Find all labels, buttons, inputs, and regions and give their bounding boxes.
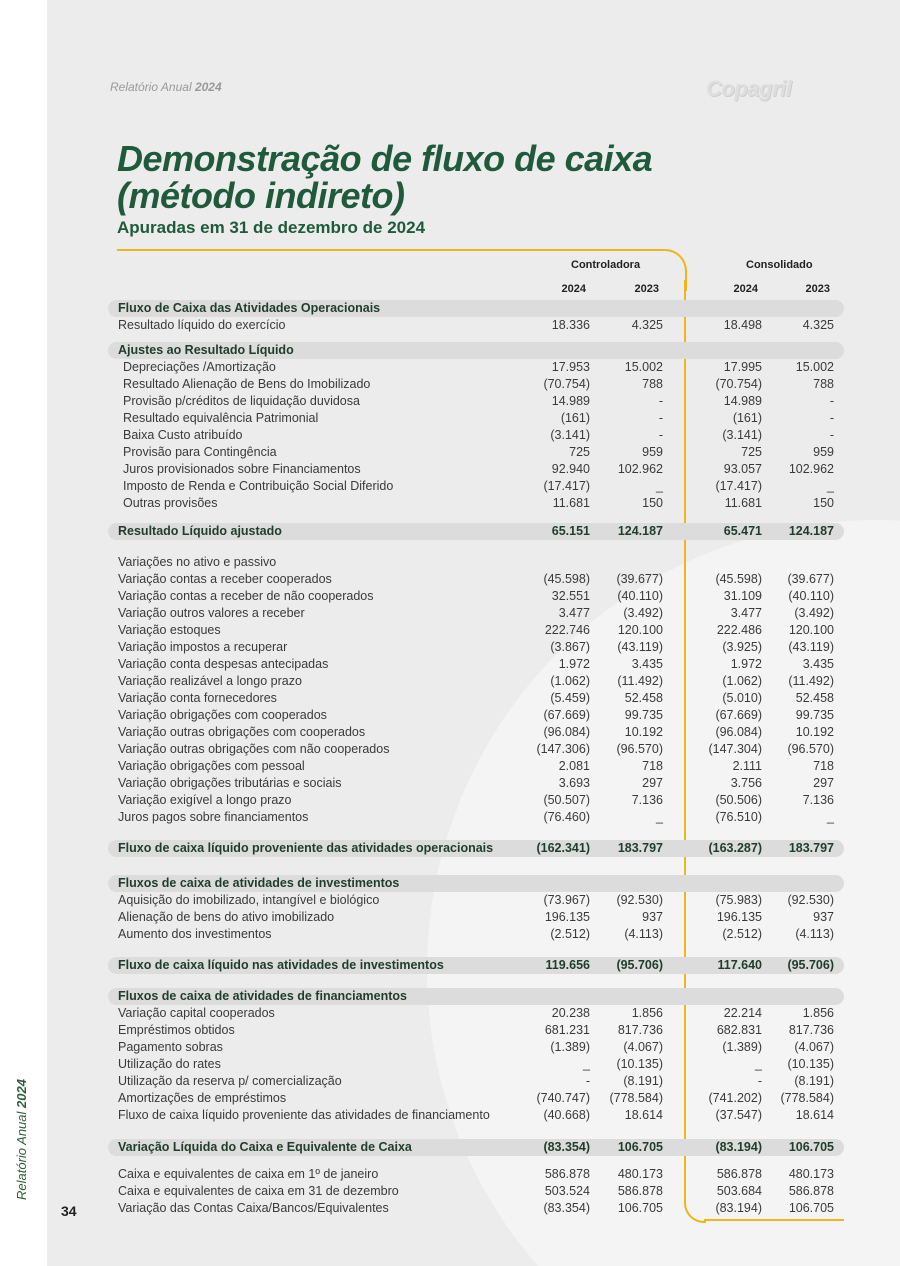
row-value: (4.067)	[623, 1040, 663, 1054]
row-value: (1.062)	[722, 674, 762, 688]
row-value: 3.435	[802, 657, 834, 671]
row-value: 222.486	[716, 623, 762, 637]
row-value: 31.109	[723, 589, 762, 603]
row-value: (161)	[732, 411, 762, 425]
row-value: 18.614	[795, 1108, 834, 1122]
table-row	[108, 690, 844, 707]
row-value: 7.136	[802, 793, 834, 807]
row-value: (45.598)	[715, 572, 762, 586]
row-value: 503.524	[544, 1184, 590, 1198]
row-value: 7.136	[631, 793, 663, 807]
row-value: -	[757, 1074, 762, 1088]
row-value: (70.754)	[715, 377, 762, 391]
row-value: 20.238	[551, 1006, 590, 1020]
table-row	[108, 1073, 844, 1090]
row-value: (741.202)	[708, 1091, 762, 1105]
table-row	[108, 478, 844, 495]
row-label: Variação realizável a longo prazo	[118, 674, 302, 688]
table-row	[108, 840, 844, 857]
row-value: (1.389)	[722, 1040, 762, 1054]
row-label: Variação outras obrigações com não cooperados	[118, 742, 390, 756]
row-value: (76.510)	[715, 810, 762, 824]
row-value: (96.084)	[715, 725, 762, 739]
row-value: 10.192	[624, 725, 663, 739]
table-row	[108, 1090, 844, 1107]
row-value: (75.983)	[715, 893, 762, 907]
row-value: (163.287)	[708, 841, 762, 855]
row-value: (8.191)	[623, 1074, 663, 1088]
row-value: 586.878	[544, 1167, 590, 1181]
row-value: -	[658, 394, 663, 408]
row-value: (40.668)	[543, 1108, 590, 1122]
row-value: 15.002	[795, 360, 834, 374]
table-row	[108, 444, 844, 461]
row-value: 3.477	[730, 606, 762, 620]
row-label: Fluxo de caixa líquido proveniente das atividades de financiamento	[118, 1108, 490, 1122]
column-year: 2023	[805, 283, 830, 295]
row-value: 120.100	[788, 623, 834, 637]
row-value: 92.940	[551, 462, 590, 476]
table-row	[108, 724, 844, 741]
row-value: 10.192	[795, 725, 834, 739]
row-value: 681.231	[544, 1023, 590, 1037]
row-label: Fluxos de caixa de atividades de financiamentos	[118, 989, 407, 1003]
row-value: (778.584)	[780, 1091, 834, 1105]
row-label: Empréstimos obtidos	[118, 1023, 235, 1037]
row-value: (5.010)	[722, 691, 762, 705]
row-value: (67.669)	[543, 708, 590, 722]
row-value: (8.191)	[794, 1074, 834, 1088]
table-row	[108, 359, 844, 376]
row-value: -	[829, 411, 834, 425]
row-value: (10.135)	[787, 1057, 834, 1071]
row-value: 117.640	[717, 958, 762, 972]
row-value: 586.878	[716, 1167, 762, 1181]
row-label: Utilização do rates	[118, 1057, 221, 1071]
row-value: 725	[569, 445, 590, 459]
row-value: 586.878	[788, 1184, 834, 1198]
column-year: 2024	[561, 283, 586, 295]
row-label: Depreciações /Amortização	[123, 360, 276, 374]
table-row	[108, 875, 844, 892]
row-value: 959	[642, 445, 663, 459]
row-value: (83.354)	[543, 1201, 590, 1215]
row-value: 124.187	[788, 524, 834, 538]
row-value: 222.746	[544, 623, 590, 637]
row-value: 119.656	[545, 958, 590, 972]
side-report-label	[14, 1079, 29, 1200]
row-value: (50.506)	[715, 793, 762, 807]
row-value: (43.119)	[788, 640, 834, 654]
row-value: _	[656, 479, 663, 493]
row-value: 297	[642, 776, 663, 790]
row-value: -	[658, 428, 663, 442]
row-label: Provisão p/créditos de liquidação duvidosa	[123, 394, 360, 408]
row-value: 17.953	[551, 360, 590, 374]
row-value: 3.477	[558, 606, 590, 620]
row-value: (147.304)	[708, 742, 762, 756]
row-value: 959	[813, 445, 834, 459]
row-value: 480.173	[617, 1167, 663, 1181]
row-value: 93.057	[723, 462, 762, 476]
row-value: (17.417)	[715, 479, 762, 493]
row-value: 480.173	[788, 1167, 834, 1181]
table-row	[108, 809, 844, 826]
row-value: 17.995	[723, 360, 762, 374]
table-row	[108, 622, 844, 639]
table-row	[108, 571, 844, 588]
table-row	[108, 1107, 844, 1124]
table-row	[108, 926, 844, 943]
row-value: (2.512)	[722, 927, 762, 941]
row-value: 106.705	[788, 1201, 834, 1215]
row-value: 150	[642, 496, 663, 510]
row-value: (39.677)	[616, 572, 663, 586]
row-value: (67.669)	[715, 708, 762, 722]
row-value: 718	[813, 759, 834, 773]
table-row	[108, 376, 844, 393]
row-value: (778.584)	[609, 1091, 663, 1105]
row-value: (73.967)	[543, 893, 590, 907]
column-group-consolidado: Consolidado	[746, 259, 813, 271]
row-value: (40.110)	[617, 589, 663, 603]
row-label: Ajustes ao Resultado Líquido	[118, 343, 294, 357]
row-value: 1.856	[631, 1006, 663, 1020]
table-row	[108, 957, 844, 974]
row-value: (11.492)	[788, 674, 834, 688]
row-label: Fluxo de Caixa das Atividades Operacionais	[118, 301, 381, 315]
row-label: Alienação de bens do ativo imobilizado	[118, 910, 335, 924]
row-value: 297	[813, 776, 834, 790]
row-value: -	[829, 428, 834, 442]
row-value: 817.736	[788, 1023, 834, 1037]
row-value: 586.878	[617, 1184, 663, 1198]
row-value: (740.747)	[536, 1091, 590, 1105]
row-value: 4.325	[802, 318, 834, 332]
table-row	[108, 1039, 844, 1056]
table-row	[108, 495, 844, 512]
row-value: (4.067)	[794, 1040, 834, 1054]
row-value: 183.797	[788, 841, 834, 855]
header-report-year: 2024	[194, 80, 222, 94]
table-row	[108, 1005, 844, 1022]
table-row	[108, 758, 844, 775]
row-label: Resultado equivalência Patrimonial	[123, 411, 319, 425]
row-value: 106.705	[788, 1140, 834, 1154]
column-group-controladora: Controladora	[571, 259, 641, 271]
row-value: (5.459)	[550, 691, 590, 705]
row-value: 124.187	[617, 524, 663, 538]
row-value: (10.135)	[616, 1057, 663, 1071]
row-value: 2.081	[558, 759, 590, 773]
row-value: (39.677)	[787, 572, 834, 586]
row-label: Caixa e equivalentes de caixa em 1º de janeiro	[118, 1167, 379, 1181]
table-row	[108, 792, 844, 809]
row-label: Variação obrigações tributárias e sociais	[118, 776, 342, 790]
row-value: 196.135	[716, 910, 762, 924]
row-value: 3.756	[730, 776, 762, 790]
row-value: 18.498	[723, 318, 762, 332]
page-subtitle: Apuradas em 31 de dezembro de 2024	[117, 218, 426, 237]
row-value: _	[827, 810, 834, 824]
row-value: (161)	[560, 411, 590, 425]
table-row	[108, 342, 844, 359]
row-value: 11.681	[724, 496, 762, 510]
row-value: 150	[813, 496, 834, 510]
gold-divider-bottom	[704, 1219, 844, 1221]
row-value: 11.681	[552, 496, 590, 510]
row-value: 937	[642, 910, 663, 924]
table-row	[108, 1200, 844, 1217]
row-value: (37.547)	[715, 1108, 762, 1122]
row-label: Resultado Líquido ajustado	[118, 524, 282, 538]
row-label: Fluxo de caixa líquido proveniente das atividades operacionais	[118, 841, 494, 855]
table-row	[108, 317, 844, 334]
row-value: (1.062)	[550, 674, 590, 688]
row-value: (76.460)	[543, 810, 590, 824]
row-value: 52.458	[624, 691, 663, 705]
table-row	[108, 673, 844, 690]
table-row	[108, 707, 844, 724]
header-report-prefix: Relatório Anual	[110, 80, 192, 94]
row-value: 3.435	[631, 657, 663, 671]
row-label: Variações no ativo e passivo	[118, 555, 277, 569]
row-value: (3.925)	[722, 640, 762, 654]
copagril-logo: Copagril	[706, 76, 792, 101]
row-value: (3.141)	[550, 428, 590, 442]
row-value: (147.306)	[536, 742, 590, 756]
row-value: (3.492)	[794, 606, 834, 620]
row-value: -	[658, 411, 663, 425]
row-label: Variação contas a receber de não cooperados	[118, 589, 374, 603]
row-value: (83.194)	[715, 1201, 762, 1215]
row-value: 14.989	[723, 394, 762, 408]
table-row	[108, 1166, 844, 1183]
row-value: 106.705	[617, 1201, 663, 1215]
row-value: 1.972	[558, 657, 590, 671]
row-value: (92.530)	[616, 893, 663, 907]
table-row	[108, 588, 844, 605]
row-value: (3.492)	[623, 606, 663, 620]
row-label: Variação Líquida do Caixa e Equivalente de Caixa	[118, 1140, 412, 1154]
row-value: 32.551	[551, 589, 590, 603]
table-row	[108, 1183, 844, 1200]
row-value: (1.389)	[550, 1040, 590, 1054]
row-value: (96.570)	[787, 742, 834, 756]
row-value: 1.856	[802, 1006, 834, 1020]
row-value: (83.194)	[715, 1140, 762, 1154]
row-label: Variação conta despesas antecipadas	[118, 657, 329, 671]
row-value: (17.417)	[543, 479, 590, 493]
row-value: 15.002	[624, 360, 663, 374]
row-value: 725	[741, 445, 762, 459]
table-row	[108, 1139, 844, 1156]
header-report-label	[110, 80, 222, 94]
table-row	[108, 523, 844, 540]
row-label: Amortizações de empréstimos	[118, 1091, 287, 1105]
row-label: Imposto de Renda e Contribuição Social Diferido	[123, 479, 394, 493]
table-row	[108, 656, 844, 673]
column-year: 2023	[634, 283, 659, 295]
row-label: Caixa e equivalentes de caixa em 31 de dezembro	[118, 1184, 399, 1198]
row-label: Fluxo de caixa líquido nas atividades de investimentos	[118, 958, 444, 972]
row-value: 120.100	[617, 623, 663, 637]
row-value: (83.354)	[543, 1140, 590, 1154]
row-label: Variação contas a receber cooperados	[118, 572, 332, 586]
row-label: Variação obrigações com cooperados	[118, 708, 327, 722]
table-row	[108, 605, 844, 622]
row-value: (92.530)	[787, 893, 834, 907]
row-value: 102.962	[617, 462, 663, 476]
row-value: 99.735	[624, 708, 663, 722]
table-row	[108, 410, 844, 427]
row-label: Juros pagos sobre financiamentos	[118, 810, 309, 824]
row-value: (96.570)	[616, 742, 663, 756]
table-row	[108, 427, 844, 444]
row-label: Variação estoques	[118, 623, 221, 637]
row-value: 183.797	[617, 841, 663, 855]
row-value: 2.111	[732, 759, 762, 773]
row-value: 817.736	[617, 1023, 663, 1037]
row-label: Variação exigível a longo prazo	[118, 793, 292, 807]
row-value: (45.598)	[543, 572, 590, 586]
row-value: 106.705	[617, 1140, 663, 1154]
row-value: (162.341)	[536, 841, 590, 855]
row-label: Resultado líquido do exercício	[118, 318, 286, 332]
row-label: Juros provisionados sobre Financiamentos	[123, 462, 361, 476]
table-row	[108, 1022, 844, 1039]
row-value: _	[656, 810, 663, 824]
row-label: Variação obrigações com pessoal	[118, 759, 305, 773]
row-value: 65.471	[723, 524, 762, 538]
row-value: (95.706)	[787, 958, 834, 972]
row-label: Pagamento sobras	[118, 1040, 223, 1054]
row-label: Variação impostos a recuperar	[118, 640, 288, 654]
column-year: 2024	[733, 283, 758, 295]
row-value: 65.151	[551, 524, 590, 538]
row-value: 788	[642, 377, 663, 391]
row-label: Resultado Alienação de Bens do Imobilizado	[123, 377, 371, 391]
row-value: (3.867)	[550, 640, 590, 654]
row-value: (43.119)	[617, 640, 663, 654]
row-label: Utilização da reserva p/ comercialização	[118, 1074, 342, 1088]
row-value: (40.110)	[788, 589, 834, 603]
page-number: 34	[61, 1203, 77, 1219]
row-value: _	[827, 479, 834, 493]
row-value: 788	[813, 377, 834, 391]
table-row	[108, 554, 844, 571]
row-value: 196.135	[544, 910, 590, 924]
row-label: Outras provisões	[123, 496, 218, 510]
row-value: (4.113)	[795, 927, 834, 941]
row-value: 503.684	[716, 1184, 762, 1198]
side-report-year: 2024	[14, 1079, 29, 1108]
row-value: 22.214	[723, 1006, 762, 1020]
table-row	[108, 741, 844, 758]
table-row	[108, 775, 844, 792]
row-label: Variação das Contas Caixa/Bancos/Equivalentes	[118, 1201, 389, 1215]
row-value: 4.325	[631, 318, 663, 332]
row-label: Aquisição do imobilizado, intangível e biológico	[118, 893, 380, 907]
side-report-prefix: Relatório Anual	[14, 1111, 29, 1200]
table-row	[108, 909, 844, 926]
row-value: (2.512)	[550, 927, 590, 941]
table-row	[108, 639, 844, 656]
row-label: Variação conta fornecedores	[118, 691, 277, 705]
row-value: 18.336	[551, 318, 590, 332]
row-value: 14.989	[551, 394, 590, 408]
row-value: (95.706)	[616, 958, 663, 972]
row-value: 682.831	[716, 1023, 762, 1037]
row-label: Fluxos de caixa de atividades de investimentos	[118, 876, 400, 890]
row-label: Variação capital cooperados	[118, 1006, 275, 1020]
row-value: 99.735	[795, 708, 834, 722]
table-row	[108, 300, 844, 317]
row-value: (70.754)	[543, 377, 590, 391]
side-strip	[0, 0, 47, 1266]
row-value: 1.972	[730, 657, 762, 671]
row-label: Baixa Custo atribuído	[123, 428, 243, 442]
row-value: (96.084)	[543, 725, 590, 739]
row-value: 18.614	[624, 1108, 663, 1122]
row-value: 937	[813, 910, 834, 924]
row-label: Variação outras obrigações com cooperados	[118, 725, 366, 739]
row-label: Variação outros valores a receber	[118, 606, 305, 620]
row-value: 718	[642, 759, 663, 773]
table-row	[108, 892, 844, 909]
table-row	[108, 988, 844, 1005]
row-value: (3.141)	[722, 428, 762, 442]
table-row	[108, 461, 844, 478]
row-value: 102.962	[788, 462, 834, 476]
row-label: Aumento dos investimentos	[118, 927, 272, 941]
table-row	[108, 393, 844, 410]
row-value: (4.113)	[624, 927, 663, 941]
row-value: -	[585, 1074, 590, 1088]
row-value: (50.507)	[543, 793, 590, 807]
row-value: 3.693	[558, 776, 590, 790]
row-value: 52.458	[795, 691, 834, 705]
row-value: -	[829, 394, 834, 408]
row-value: (11.492)	[617, 674, 663, 688]
page-title: Demonstração de fluxo de caixa (método indireto)	[117, 138, 653, 216]
row-label: Provisão para Contingência	[123, 445, 277, 459]
table-row	[108, 1056, 844, 1073]
row-value: _	[583, 1057, 590, 1071]
row-value: _	[755, 1057, 762, 1071]
